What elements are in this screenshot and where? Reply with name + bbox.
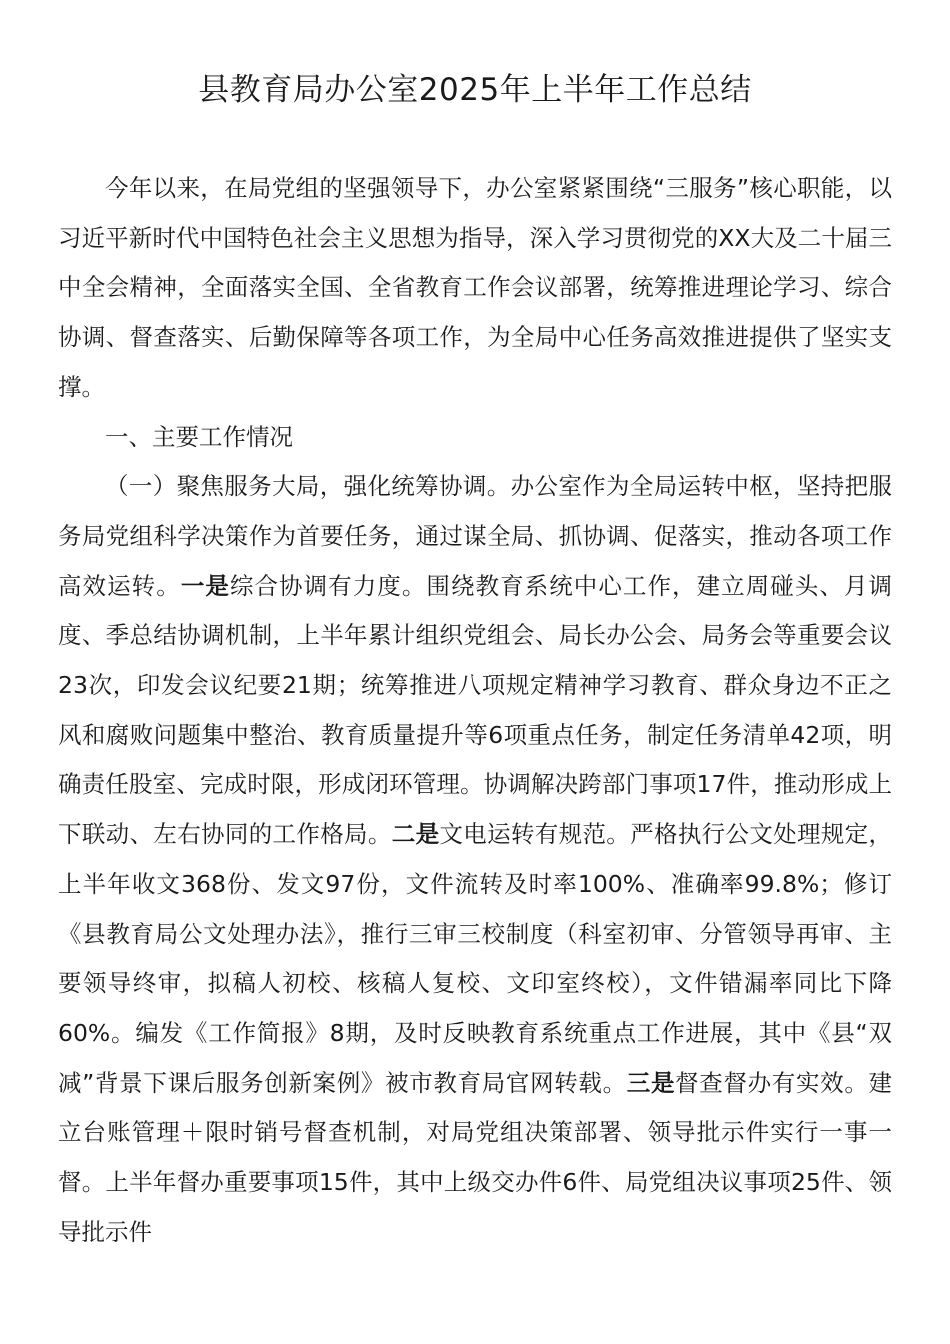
subsection-paragraph (58, 462, 892, 1257)
document-title: 县教育局办公室2025年上半年工作总结 (198, 72, 752, 108)
section-heading: 一、主要工作情况 (105, 422, 293, 451)
paragraph-text-b: 综合协调有力度。围绕教育系统中心工作，建立周碰头、月调度、季总结协调机制，上半年累计组织党组会、局长办公会、局务会等重要会议23次，印发会议纪要21期；统筹推进八项规定精神学习教育、群众身边不正之风和腐败问题集中整治、教育质量提升等6项重点任务，制定任务清单42项，明确责任股室、完成时限，形成闭环管理。协调解决跨部门事项17件，推动形成上下联动、左右协同的工作格局。 (58, 571, 893, 849)
paragraph-text-a: （一）聚焦服务大局，强化统筹协调。办公室作为全局运转中枢，坚持把服务局党组科学决策作为首要任务，通过谋全局、抓协调、促落实，推动各项工作高效运转。 (58, 472, 892, 600)
point-label-3: 三是 (626, 1068, 676, 1097)
paragraph-text-c: 文电运转有规范。严格执行公文处理规定，上半年收文368份、发文97份，文件流转及时率100%、准确率99.8%；修订《县教育局公文处理办法》，推行三审三校制度（科室初审、分管领导再审、主要领导终审，拟稿人初校、核稿人复校、文印室终校），文件错漏率同比下降60%。编发《工作简报》8期，及时反映教育系统重点工作进展，其中《县“双减”背景下课后服务创新案例》被市教育局官网转载。 (58, 820, 893, 1097)
intro-paragraph: 今年以来，在局党组的坚强领导下，办公室紧紧围绕“三服务”核心职能，以习近平新时代中国特色社会主义思想为指导，深入学习贯彻党的XX大及二十届三中全会精神，全面落实全国、全省教育工作会议部署，统筹推进理论学习、综合协调、督查落实、后勤保障等各项工作，为全局中心任务高效推进提供了坚实支撑。 (58, 174, 892, 401)
point-label-2: 二是 (391, 820, 440, 849)
point-label-1: 一是 (180, 571, 230, 600)
document-body (58, 164, 892, 1257)
paragraph-text-d: 督查督办有实效。建立台账管理＋限时销号督查机制，对局党组决策部署、领导批示件实行一事一督。上半年督办重要事项15件，其中上级交办件6件、局党组决议事项25件、领导批示件 (58, 1068, 892, 1246)
